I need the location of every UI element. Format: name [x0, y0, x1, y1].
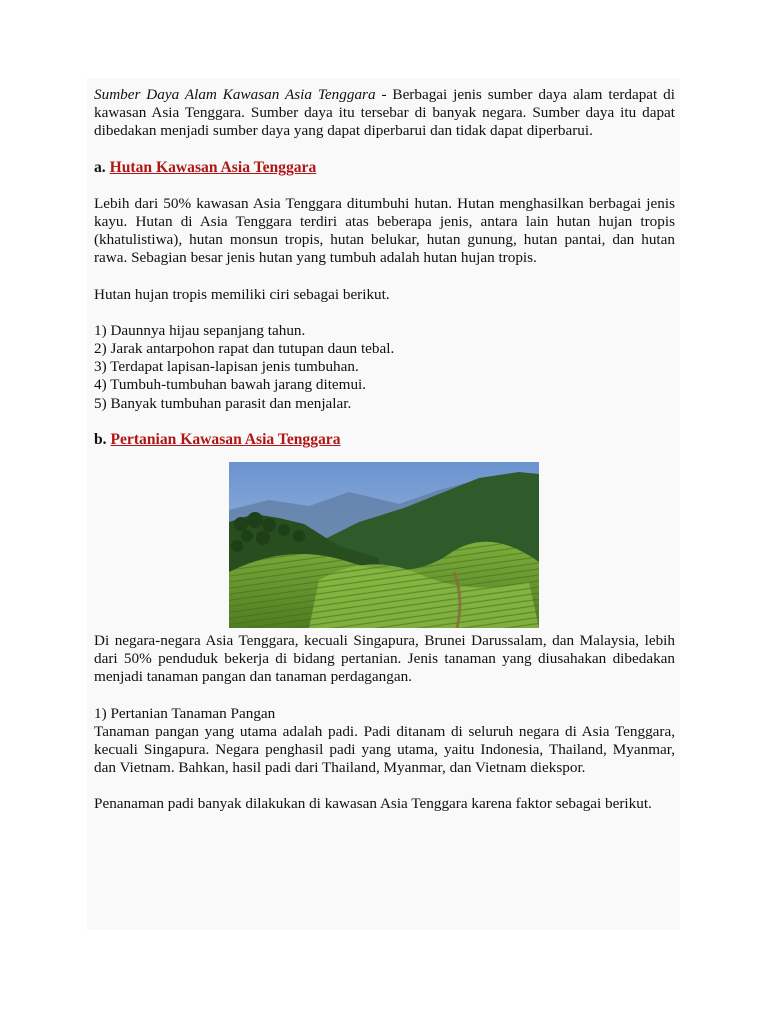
- tea-plantation-photo: [229, 462, 539, 628]
- intro-title: Sumber Daya Alam Kawasan Asia Tenggara: [94, 86, 376, 103]
- section-a-paragraph: Lebih dari 50% kawasan Asia Tenggara ditumbuhi hutan. Hutan menghasilkan berbagai jenis kayu. Hutan di Asia Tenggara terdiri atas beberapa jenis, antara lain hutan hujan tropis (khatulistiwa), hutan monsun tropis, hutan belukar, hutan gunung, hutan pantai, dan hutan rawa. Sebagian besar jenis hutan yang tumbuh adalah hutan hujan tropis.: [94, 194, 675, 267]
- list-item: 1) Daunnya hijau sepanjang tahun.: [94, 321, 306, 339]
- list-item: 3) Terdapat lapisan-lapisan jenis tumbuhan.: [94, 358, 359, 376]
- list-item: 4) Tumbuh-tumbuhan bawah jarang ditemui.: [94, 376, 367, 394]
- section-b-title-link[interactable]: Pertanian Kawasan Asia Tenggara: [110, 430, 341, 448]
- list-item: 2) Jarak antarpohon rapat dan tutupan daun tebal.: [94, 340, 395, 358]
- section-a-list-intro: Hutan hujan tropis memiliki ciri sebagai berikut.: [94, 285, 390, 303]
- section-b-prefix: b.: [94, 430, 107, 448]
- section-b-subheading: 1) Pertanian Tanaman Pangan: [94, 704, 276, 722]
- section-b-sub-paragraph: Tanaman pangan yang utama adalah padi. Padi ditanam di seluruh negara di Asia Tenggara, kecuali Singapura. Negara penghasil padi yang utama, yaitu Indonesia, Thailand, Myanmar, dan Vietnam. Bahkan, hasil padi dari Thailand, Myanmar, dan Vietnam diekspor.: [94, 722, 675, 777]
- document-content: [94, 86, 675, 814]
- photo-container: [94, 462, 675, 630]
- intro-text: - Berbagai jenis sumber daya alam terdapat di kawasan Asia Tenggara. Sumber daya itu tersebar di banyak negara. Sumber daya itu dapat dibedakan menjadi sumber daya yang dapat diperbarui dan tidak dapat diperbarui.: [94, 86, 675, 140]
- forest-characteristics-list: [94, 322, 675, 413]
- section-b-paragraph: Di negara-negara Asia Tenggara, kecuali Singapura, Brunei Darussalam, dan Malaysia, lebih dari 50% penduduk bekerja di bidang pertanian. Jenis tanaman yang diusahakan dibedakan menjadi tanaman pangan dan tanaman perdagangan.: [94, 632, 675, 686]
- section-b-closing: Penanaman padi banyak dilakukan di kawasan Asia Tenggara karena faktor sebagai berikut.: [94, 795, 652, 813]
- section-a-prefix: a.: [94, 158, 106, 176]
- intro-paragraph: [94, 86, 675, 141]
- section-b-heading: [94, 431, 675, 449]
- section-a-title-link[interactable]: Hutan Kawasan Asia Tenggara: [109, 158, 317, 176]
- list-item: 5) Banyak tumbuhan parasit dan menjalar.: [94, 394, 352, 412]
- section-a-heading: [94, 159, 675, 177]
